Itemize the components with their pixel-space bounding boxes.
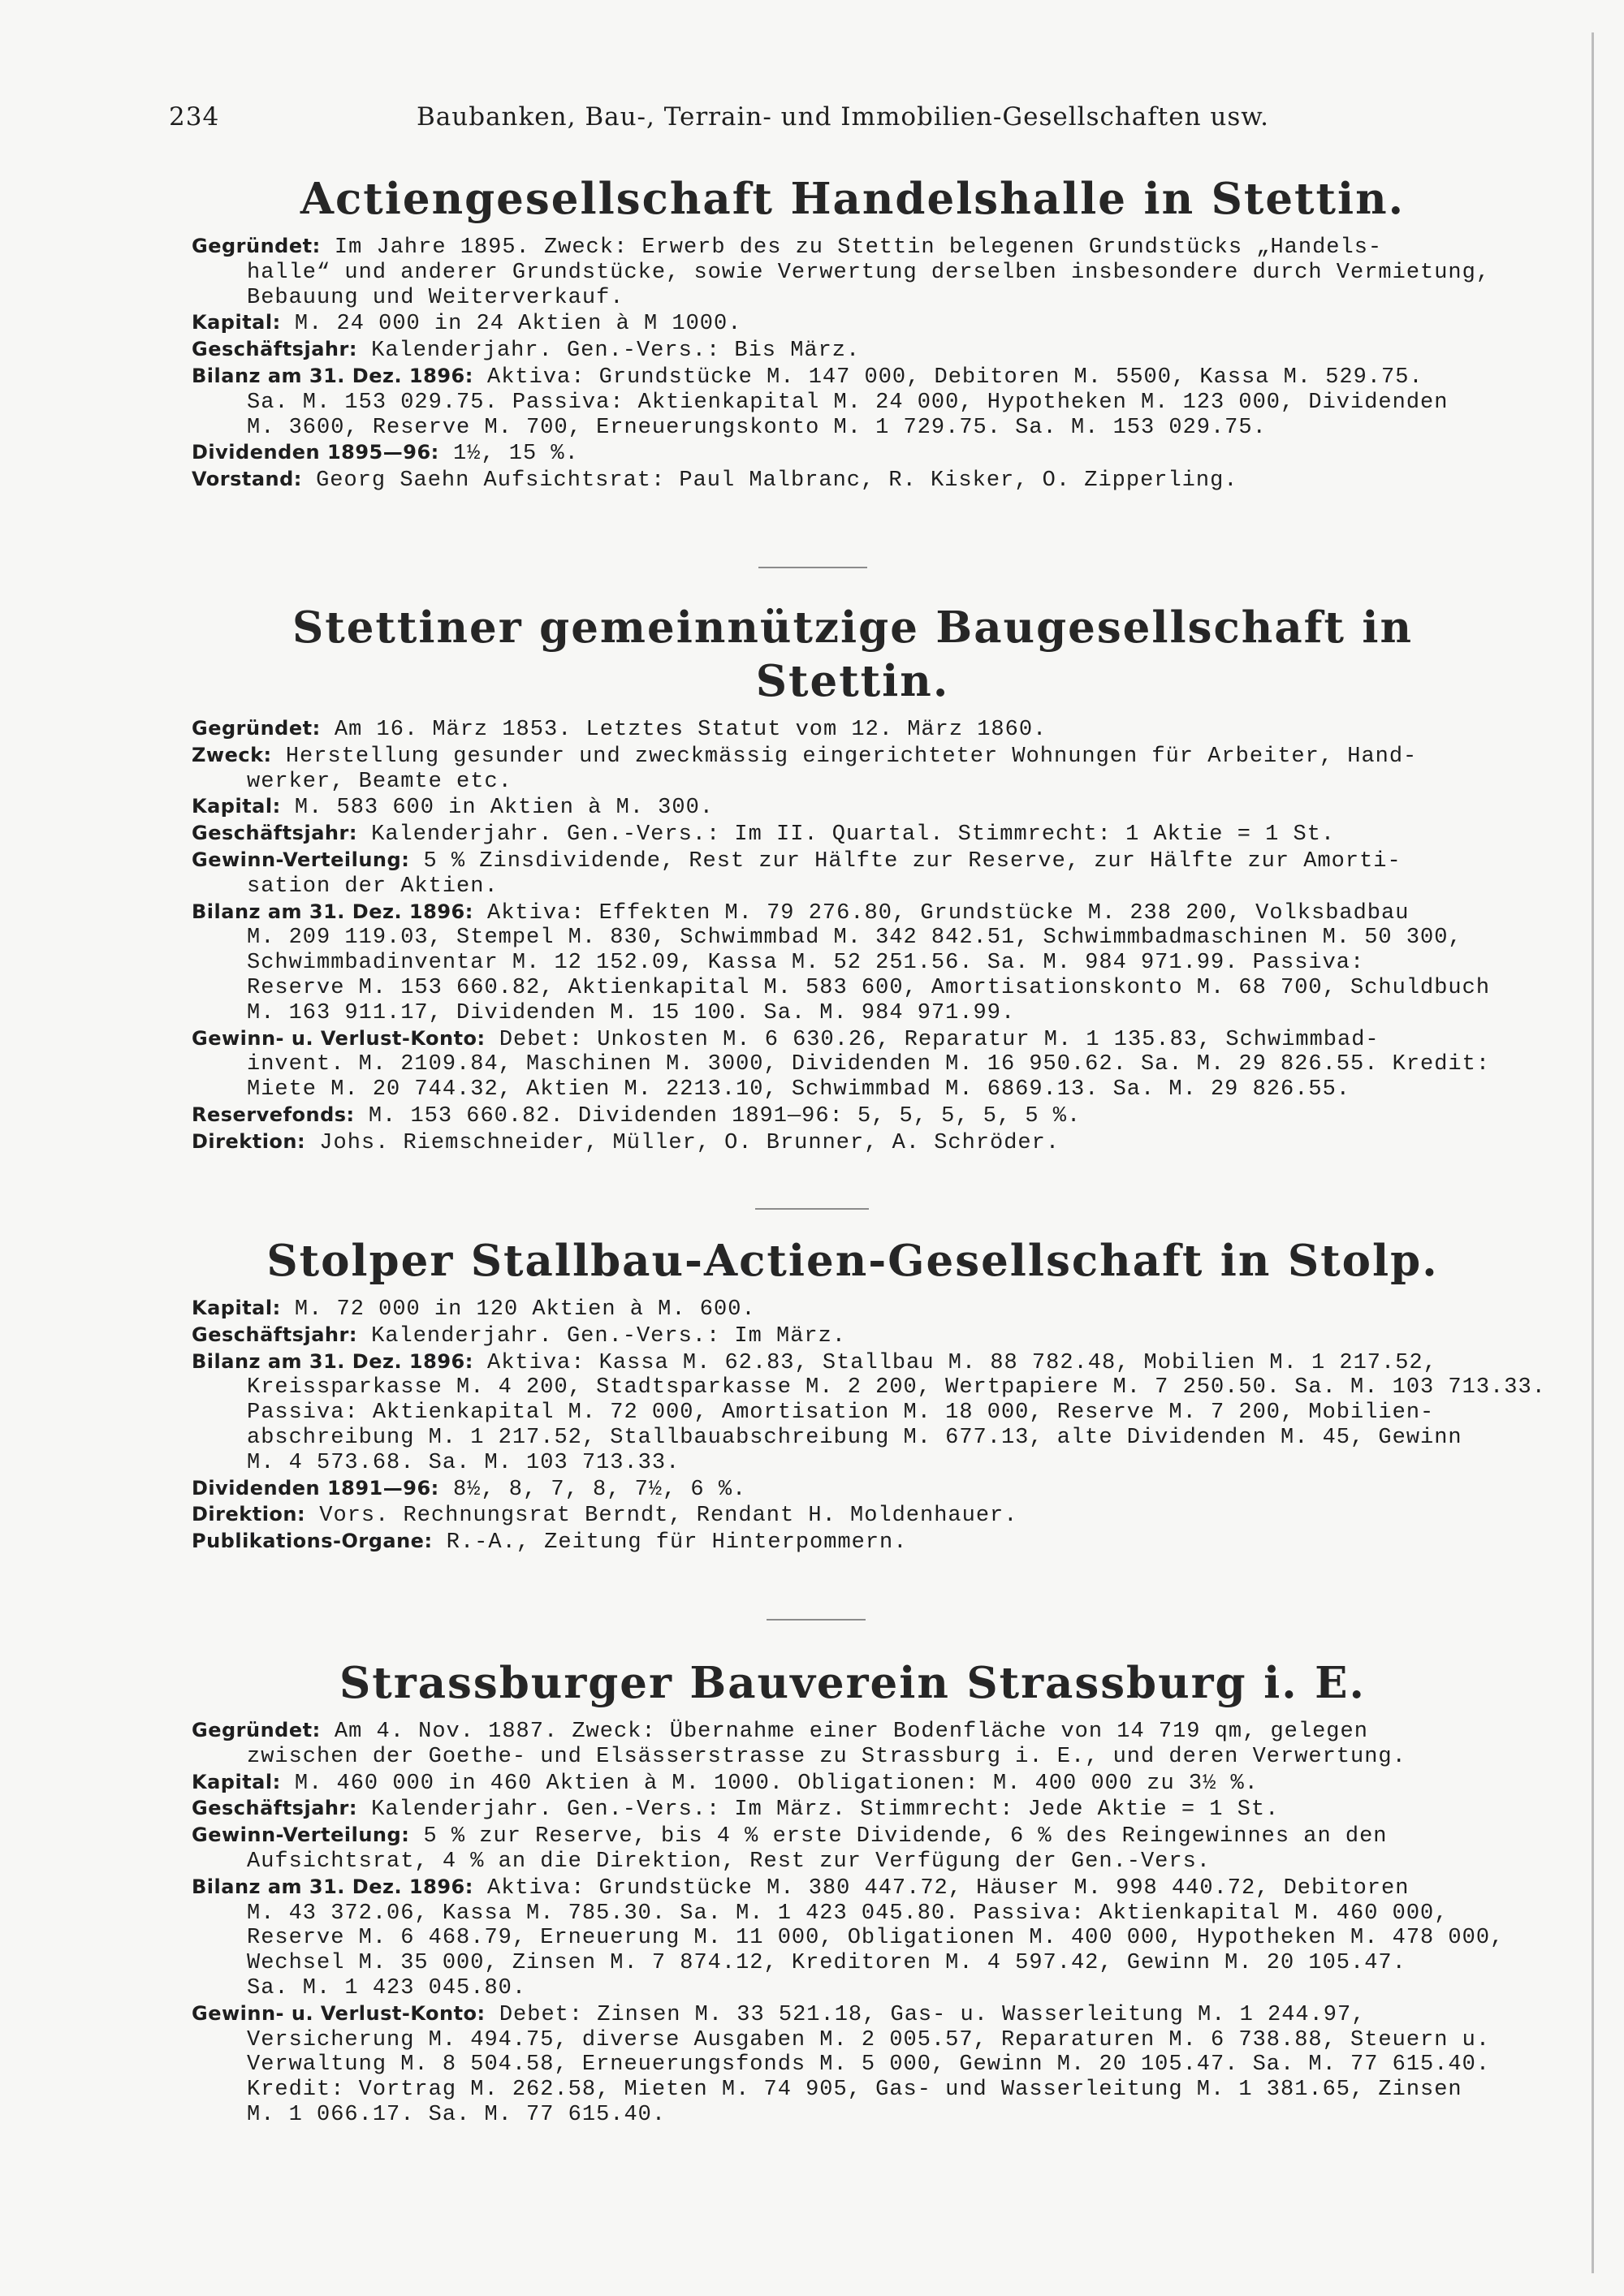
field-label: Reservefonds: xyxy=(192,1103,355,1126)
entry-line: Passiva: Aktienkapital M. 72 000, Amortisation M. 18 000, Reserve M. 7 200, Mobilien- xyxy=(247,1400,1435,1426)
entry-line: Geschäftsjahr: Kalenderjahr. Gen.-Vers.: Im März. xyxy=(192,1323,847,1349)
section-title: Stolper Stallbau-Actien-Gesellschaft in Stolp. xyxy=(266,1236,1439,1286)
entry-line: M. 4 573.68. Sa. M. 103 713.33. xyxy=(247,1450,680,1475)
entry-line: Kapital: M. 72 000 in 120 Aktien à M. 600. xyxy=(192,1297,756,1322)
field-label: Gegründet: xyxy=(192,235,321,257)
field-label: Gewinn- u. Verlust-Konto: xyxy=(192,1026,486,1050)
section-body xyxy=(192,1718,1514,2128)
entry-line: Gegründet: Im Jahre 1895. Zweck: Erwerb des zu Stettin belegenen Grundstücks „Handels- xyxy=(192,235,1383,260)
entry-line: Sa. M. 153 029.75. Passiva: Aktienkapital M. 24 000, Hypotheken M. 123 000, Dividenden xyxy=(247,390,1449,415)
entry-line: Aufsichtsrat, 4 % an die Direktion, Rest zur Verfügung der Gen.-Vers. xyxy=(247,1849,1211,1874)
entry-line: Dividenden 1891—96: 8½, 8, 7, 8, 7½, 6 %. xyxy=(192,1476,747,1502)
field-label: Bilanz am 31. Dez. 1896: xyxy=(192,364,473,387)
entry-line: Gewinn- u. Verlust-Konto: Debet: Zinsen M. 33 521.18, Gas- u. Wasserleitung M. 1 244.97, xyxy=(192,2001,1366,2027)
entry-line: invent. M. 2109.84, Maschinen M. 3000, Dividenden M. 16 950.62. Sa. M. 29 826.55. Kredit: xyxy=(247,1052,1491,1077)
entry-line: Kredit: Vortrag M. 262.58, Mieten M. 74 905, Gas- und Wasserleitung M. 1 381.65, Zinsen xyxy=(247,2078,1462,2103)
entry-line: Reservefonds: M. 153 660.82. Dividenden 1891—96: 5, 5, 5, 5, 5 %. xyxy=(192,1103,1082,1129)
entry-line: M. 163 911.17, Dividenden M. 15 100. Sa. M. 984 971.99. xyxy=(247,1000,1016,1025)
section-title: Actiengesellschaft Handelshalle in Stettin. xyxy=(300,174,1406,224)
entry-line: Bilanz am 31. Dez. 1896: Aktiva: Kassa M. 62.83, Stallbau M. 88 782.48, Mobilien M. 1 217.52, xyxy=(192,1349,1437,1375)
section-body xyxy=(192,1296,1546,1556)
entry-line: Schwimmbadinventar M. 12 152.09, Kassa M. 52 251.56. Sa. M. 984 971.99. Passiva: xyxy=(247,951,1365,976)
section-stolper-stallbau xyxy=(192,1234,1546,1556)
section-divider xyxy=(767,1619,866,1621)
entry-line: Reserve M. 153 660.82, Aktienkapital M. 583 600, Amortisationskonto M. 68 700, Schuldbuch xyxy=(247,975,1491,1000)
field-label: Geschäftsjahr: xyxy=(192,822,357,845)
entry-line: abschreibung M. 1 217.52, Stallbauabschreibung M. 677.13, alte Dividenden M. 45, Gewinn xyxy=(247,1425,1462,1450)
section-title: Strassburger Bauverein Strassburg i. E. xyxy=(339,1658,1366,1708)
entry-line: Bilanz am 31. Dez. 1896: Aktiva: Grundstücke M. 147 000, Debitoren M. 5500, Kassa M. 529.75. xyxy=(192,364,1423,390)
entry-line: M. 1 066.17. Sa. M. 77 615.40. xyxy=(247,2102,667,2127)
entry-line: Gewinn-Verteilung: 5 % zur Reserve, bis 4 % erste Dividende, 6 % des Reingewinnes an den xyxy=(192,1823,1388,1849)
page-edge-line xyxy=(1592,32,1594,2273)
entry-line: Bebauung und Weiterverkauf. xyxy=(247,285,624,310)
entry-line: Verwaltung M. 8 504.58, Erneuerungsfonds M. 5 000, Gewinn M. 20 105.47. Sa. M. 77 615.40. xyxy=(247,2052,1491,2078)
entry-line: Kapital: M. 24 000 in 24 Aktien à M 1000. xyxy=(192,311,742,337)
entry-line: Geschäftsjahr: Kalenderjahr. Gen.-Vers.: Im März. Stimmrecht: Jede Aktie = 1 St. xyxy=(192,1797,1280,1823)
section-handelshalle xyxy=(192,172,1514,494)
field-label: Gegründet: xyxy=(192,717,321,740)
entry-line: halle“ und anderer Grundstücke, sowie Verwertung derselben insbesondere durch Vermietung, xyxy=(247,260,1491,285)
field-label: Bilanz am 31. Dez. 1896: xyxy=(192,1875,473,1898)
entry-line: Publikations-Organe: R.-A., Zeitung für Hinterpommern. xyxy=(192,1530,908,1556)
section-stettiner-baugesellschaft xyxy=(192,601,1514,1156)
running-title: Baubanken, Bau-, Terrain- und Immobilien-Gesellschaften usw. xyxy=(417,102,1269,132)
entry-line: Miete M. 20 744.32, Aktien M. 2213.10, Schwimmbad M. 6869.13. Sa. M. 29 826.55. xyxy=(247,1077,1351,1103)
entry-line: werker, Beamte etc. xyxy=(247,769,512,794)
entry-line: Kapital: M. 583 600 in Aktien à M. 300. xyxy=(192,795,714,821)
field-label: Gewinn-Verteilung: xyxy=(192,848,410,871)
section-body xyxy=(192,716,1514,1156)
entry-line: Bilanz am 31. Dez. 1896: Aktiva: Grundstücke M. 380 447.72, Häuser M. 998 440.72, Debitoren xyxy=(192,1875,1410,1901)
entry-line: Gewinn- u. Verlust-Konto: Debet: Unkosten M. 6 630.26, Reparatur M. 1 135.83, Schwimmbad- xyxy=(192,1026,1380,1052)
entry-line: Geschäftsjahr: Kalenderjahr. Gen.-Vers.: Im II. Quartal. Stimmrecht: 1 Aktie = 1 St. xyxy=(192,822,1336,848)
entry-line: Sa. M. 1 423 045.80. xyxy=(247,1975,527,2000)
entry-line: zwischen der Goethe- und Elsässerstrasse zu Strassburg i. E., und deren Verwertung. xyxy=(247,1744,1406,1769)
entry-line: Direktion: Vors. Rechnungsrat Berndt, Rendant H. Moldenhauer. xyxy=(192,1503,1018,1529)
entry-line: Versicherung M. 494.75, diverse Ausgaben M. 2 005.57, Reparaturen M. 6 738.88, Steuern u. xyxy=(247,2027,1491,2052)
entry-line: Kapital: M. 460 000 in 460 Aktien à M. 1000. Obligationen: M. 400 000 zu 3½ %. xyxy=(192,1770,1259,1796)
entry-line: Zweck: Herstellung gesunder und zweckmässig eingerichteter Wohnungen für Arbeiter, Hand- xyxy=(192,743,1418,769)
section-strassburger-bauverein xyxy=(192,1656,1514,2128)
field-label: Dividenden 1895—96: xyxy=(192,441,439,464)
field-label: Geschäftsjahr: xyxy=(192,1323,357,1346)
field-label: Zweck: xyxy=(192,743,272,766)
field-label: Kapital: xyxy=(192,1770,281,1793)
field-label: Bilanz am 31. Dez. 1896: xyxy=(192,900,473,923)
entry-line: M. 3600, Reserve M. 700, Erneuerungskonto M. 1 729.75. Sa. M. 153 029.75. xyxy=(247,415,1267,440)
entry-line: Direktion: Johs. Riemschneider, Müller, O. Brunner, A. Schröder. xyxy=(192,1129,1060,1155)
entry-line: Geschäftsjahr: Kalenderjahr. Gen.-Vers.: Bis März. xyxy=(192,338,861,364)
entry-line: Wechsel M. 35 000, Zinsen M. 7 874.12, Kreditoren M. 4 597.42, Gewinn M. 20 105.47. xyxy=(247,1951,1406,1976)
entry-line: Gegründet: Am 16. März 1853. Letztes Statut vom 12. März 1860. xyxy=(192,717,1047,742)
entry-line: Gewinn-Verteilung: 5 % Zinsdividende, Rest zur Hälfte zur Reserve, zur Hälfte zur Amorti- xyxy=(192,848,1402,874)
entry-line: sation der Aktien. xyxy=(247,874,499,899)
field-label: Kapital: xyxy=(192,1297,281,1319)
entry-line: M. 209 119.03, Stempel M. 830, Schwimmbad M. 342 842.51, Schwimmbadmaschinen M. 50 300, xyxy=(247,926,1462,951)
entry-line: Reserve M. 6 468.79, Erneuerung M. 11 000, Obligationen M. 400 000, Hypotheken M. 478 000, xyxy=(247,1926,1505,1951)
page-number: 234 xyxy=(169,102,220,132)
entry-line: Vorstand: Georg Saehn Aufsichtsrat: Paul Malbranc, R. Kisker, O. Zipperling. xyxy=(192,468,1238,494)
section-body xyxy=(192,234,1514,494)
field-label: Kapital: xyxy=(192,795,281,818)
field-label: Publikations-Organe: xyxy=(192,1530,433,1553)
field-label: Bilanz am 31. Dez. 1896: xyxy=(192,1349,473,1373)
field-label: Direktion: xyxy=(192,1129,306,1153)
field-label: Dividenden 1891—96: xyxy=(192,1476,439,1500)
field-label: Geschäftsjahr: xyxy=(192,1797,357,1820)
section-title: Stettiner gemeinnützige Baugesellschaft in Stettin. xyxy=(292,602,1414,706)
entry-line: Gegründet: Am 4. Nov. 1887. Zweck: Übernahme einer Bodenfläche von 14 719 qm, gelegen xyxy=(192,1719,1368,1744)
field-label: Geschäftsjahr: xyxy=(192,338,357,361)
entry-line: Bilanz am 31. Dez. 1896: Aktiva: Effekten M. 79 276.80, Grundstücke M. 238 200, Volksbadbau xyxy=(192,900,1410,926)
field-label: Vorstand: xyxy=(192,468,302,491)
section-divider xyxy=(755,1208,869,1210)
field-label: Kapital: xyxy=(192,311,281,334)
entry-line: Kreissparkasse M. 4 200, Stadtsparkasse M. 2 200, Wertpapiere M. 7 250.50. Sa. M. 103 713.33. xyxy=(247,1375,1546,1400)
field-label: Gewinn- u. Verlust-Konto: xyxy=(192,2001,486,2025)
field-label: Direktion: xyxy=(192,1503,306,1526)
entry-line: Dividenden 1895—96: 1½, 15 %. xyxy=(192,441,579,467)
field-label: Gewinn-Verteilung: xyxy=(192,1823,410,1847)
section-divider xyxy=(758,567,867,568)
page-header xyxy=(169,102,1509,135)
field-label: Gegründet: xyxy=(192,1719,321,1741)
entry-line: M. 43 372.06, Kassa M. 785.30. Sa. M. 1 423 045.80. Passiva: Aktienkapital M. 460 000, xyxy=(247,1901,1449,1926)
